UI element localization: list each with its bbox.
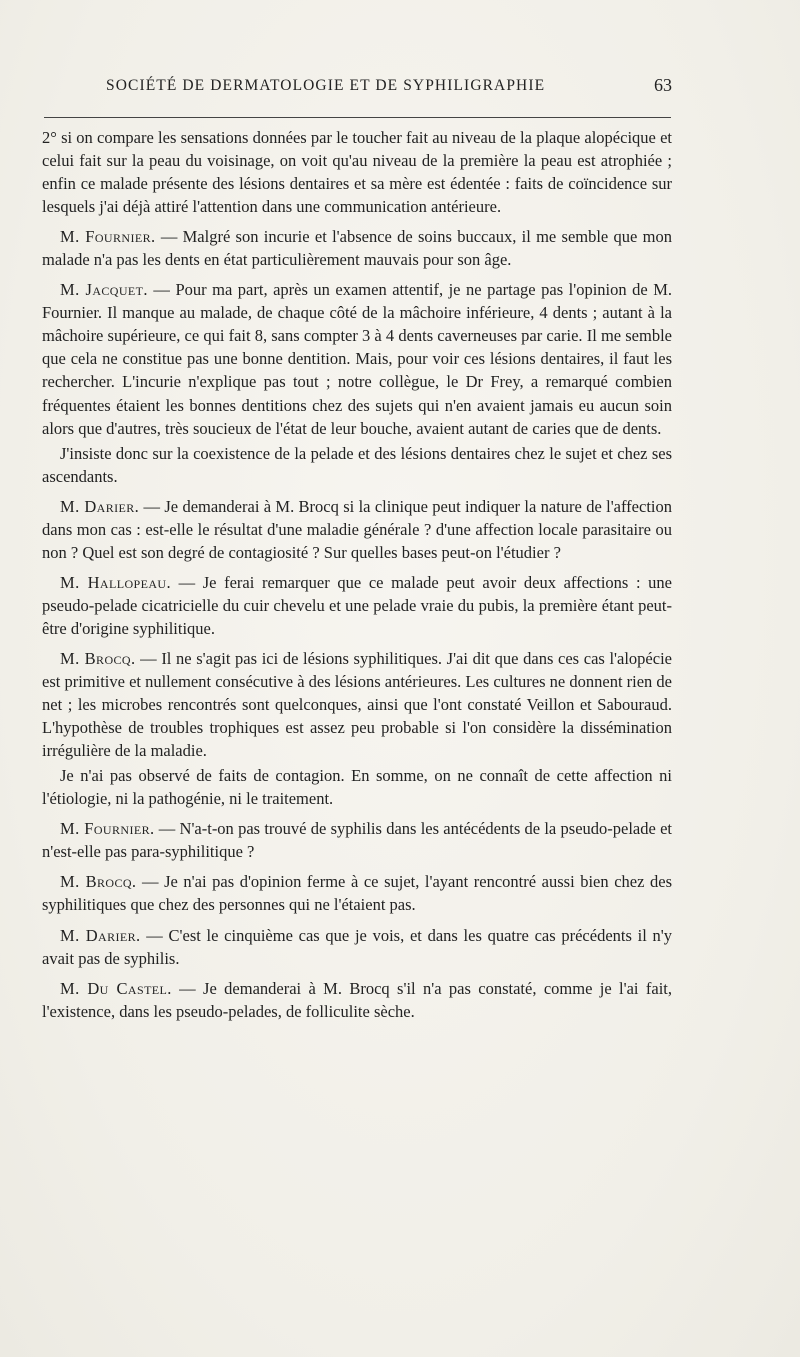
speaker-name: M. Du Castel.	[60, 978, 172, 998]
paragraph	[42, 442, 672, 488]
speaker-name: M. Darier.	[60, 925, 141, 945]
paragraph-text: J'insiste donc sur la coexistence de la pelade et des lésions dentaires chez le sujet et chez ses ascendants.	[42, 443, 672, 486]
paragraph-text: 2° si on compare les sensations données par le toucher fait au niveau de la plaque alopécique et celui fait sur la peau du voisinage, on voit qu'au niveau de la première la peau est atrophiée ; enfin ce malade présente des lésions dentaires et sa mère est édentée : faits de coïncidence sur lesquels j'ai déjà attiré l'attention dans une communication antérieure.	[42, 128, 672, 217]
speaker-name: M. Darier.	[60, 496, 140, 516]
speaker-name: M. Brocq.	[60, 648, 136, 668]
paragraph-text: — N'a-t-on pas trouvé de syphilis dans les antécédents de la pseudo-pelade et n'est-elle pas para-syphilitique ?	[42, 819, 672, 862]
speaker-name: M. Hallopeau.	[60, 572, 171, 592]
speaker-name: M. Brocq.	[60, 872, 137, 892]
running-head: SOCIÉTÉ DE DERMATOLOGIE ET DE SYPHILIGRAPHIE	[106, 77, 546, 94]
paragraph	[42, 126, 672, 218]
page-header	[44, 75, 672, 103]
paragraph	[42, 870, 672, 916]
paragraph-text: — Malgré son incurie et l'absence de soins buccaux, il me semble que mon malade n'a pas les dents en état particulièrement mauvais pour son âge.	[42, 227, 673, 270]
paragraph-text: — C'est le cinquième cas que je vois, et dans les quatre cas précédents il n'y avait pas de syphilis.	[42, 925, 672, 968]
paragraph	[42, 225, 672, 271]
speaker-name: M. Jacquet.	[60, 280, 148, 300]
paragraph-text: — Pour ma part, après un examen attentif, je ne partage pas l'opinion de M. Fournier. Il manque au malade, de chaque côté de la mâchoire inférieure, 4 dents ; autant à la mâchoire supérieure, ce qui fait 8, sans compter 3 à 4 dents caverneuses par carie. Il me semble que cela ne constitue pas une bonne dentition. Mais, pour voir ces lésions dentaires, il faut les rechercher. L'incurie n'explique pas tout ; notre collègue, le Dr Frey, a remarqué combien fréquentes étaient les bonnes dentitions chez des sujets qui n'en avaient jamais eu aucun soin alors que d'autres, très soucieux de l'état de leur bouche, avaient autant de caries que de dents.	[42, 280, 673, 438]
paragraph	[42, 977, 672, 1023]
paragraph-text: — Je n'ai pas d'opinion ferme à ce sujet, l'ayant rencontré aussi bien chez des syphilitiques que chez des personnes qui ne l'étaient pas.	[42, 872, 672, 915]
paragraph-text: — Je demanderai à M. Brocq s'il n'a pas constaté, comme je l'ai fait, l'existence, dans les pseudo-pelades, de folliculite sèche.	[42, 978, 673, 1021]
speaker-name: M. Fournier.	[60, 227, 156, 247]
paragraph	[42, 924, 672, 970]
body-text	[42, 126, 672, 1030]
paragraph-text: — Je ferai remarquer que ce malade peut avoir deux affections : une pseudo-pelade cicatricielle du cuir chevelu et une pelade vraie du pubis, la première étant peut-être d'origine syphilitique.	[42, 572, 673, 638]
paragraph-text: Je n'ai pas observé de faits de contagion. En somme, on ne connaît de cette affection ni l'étiologie, ni la pathogénie, ni le traitement.	[42, 766, 672, 809]
paragraph	[42, 647, 672, 762]
paragraph	[42, 817, 672, 863]
paragraph-text: — Il ne s'agit pas ici de lésions syphilitiques. J'ai dit que dans ces cas l'alopécie est primitive et nullement consécutive à des lésions antérieures. Les cultures ne donnent rien de net ; les microbes rencontrés sont quelconques, ainsi que l'ont constaté Veillon et Sabouraud. L'hypothèse de troubles trophiques est assez peu probable si l'on considère la dissémination irrégulière de la maladie.	[42, 648, 673, 761]
paragraph	[42, 571, 672, 640]
paragraph	[42, 764, 672, 810]
speaker-name: M. Fournier.	[60, 819, 155, 839]
header-rule	[44, 117, 671, 118]
paragraph	[42, 495, 672, 564]
paragraph-text: — Je demanderai à M. Brocq si la clinique peut indiquer la nature de l'affection dans mon cas : est-elle le résultat d'une maladie générale ? d'une affection locale parasitaire ou non ? Quel est son degré de contagiosité ? Sur quelles bases peut-on l'étudier ?	[42, 496, 672, 562]
page-number: 63	[654, 75, 672, 95]
paragraph	[42, 278, 672, 439]
